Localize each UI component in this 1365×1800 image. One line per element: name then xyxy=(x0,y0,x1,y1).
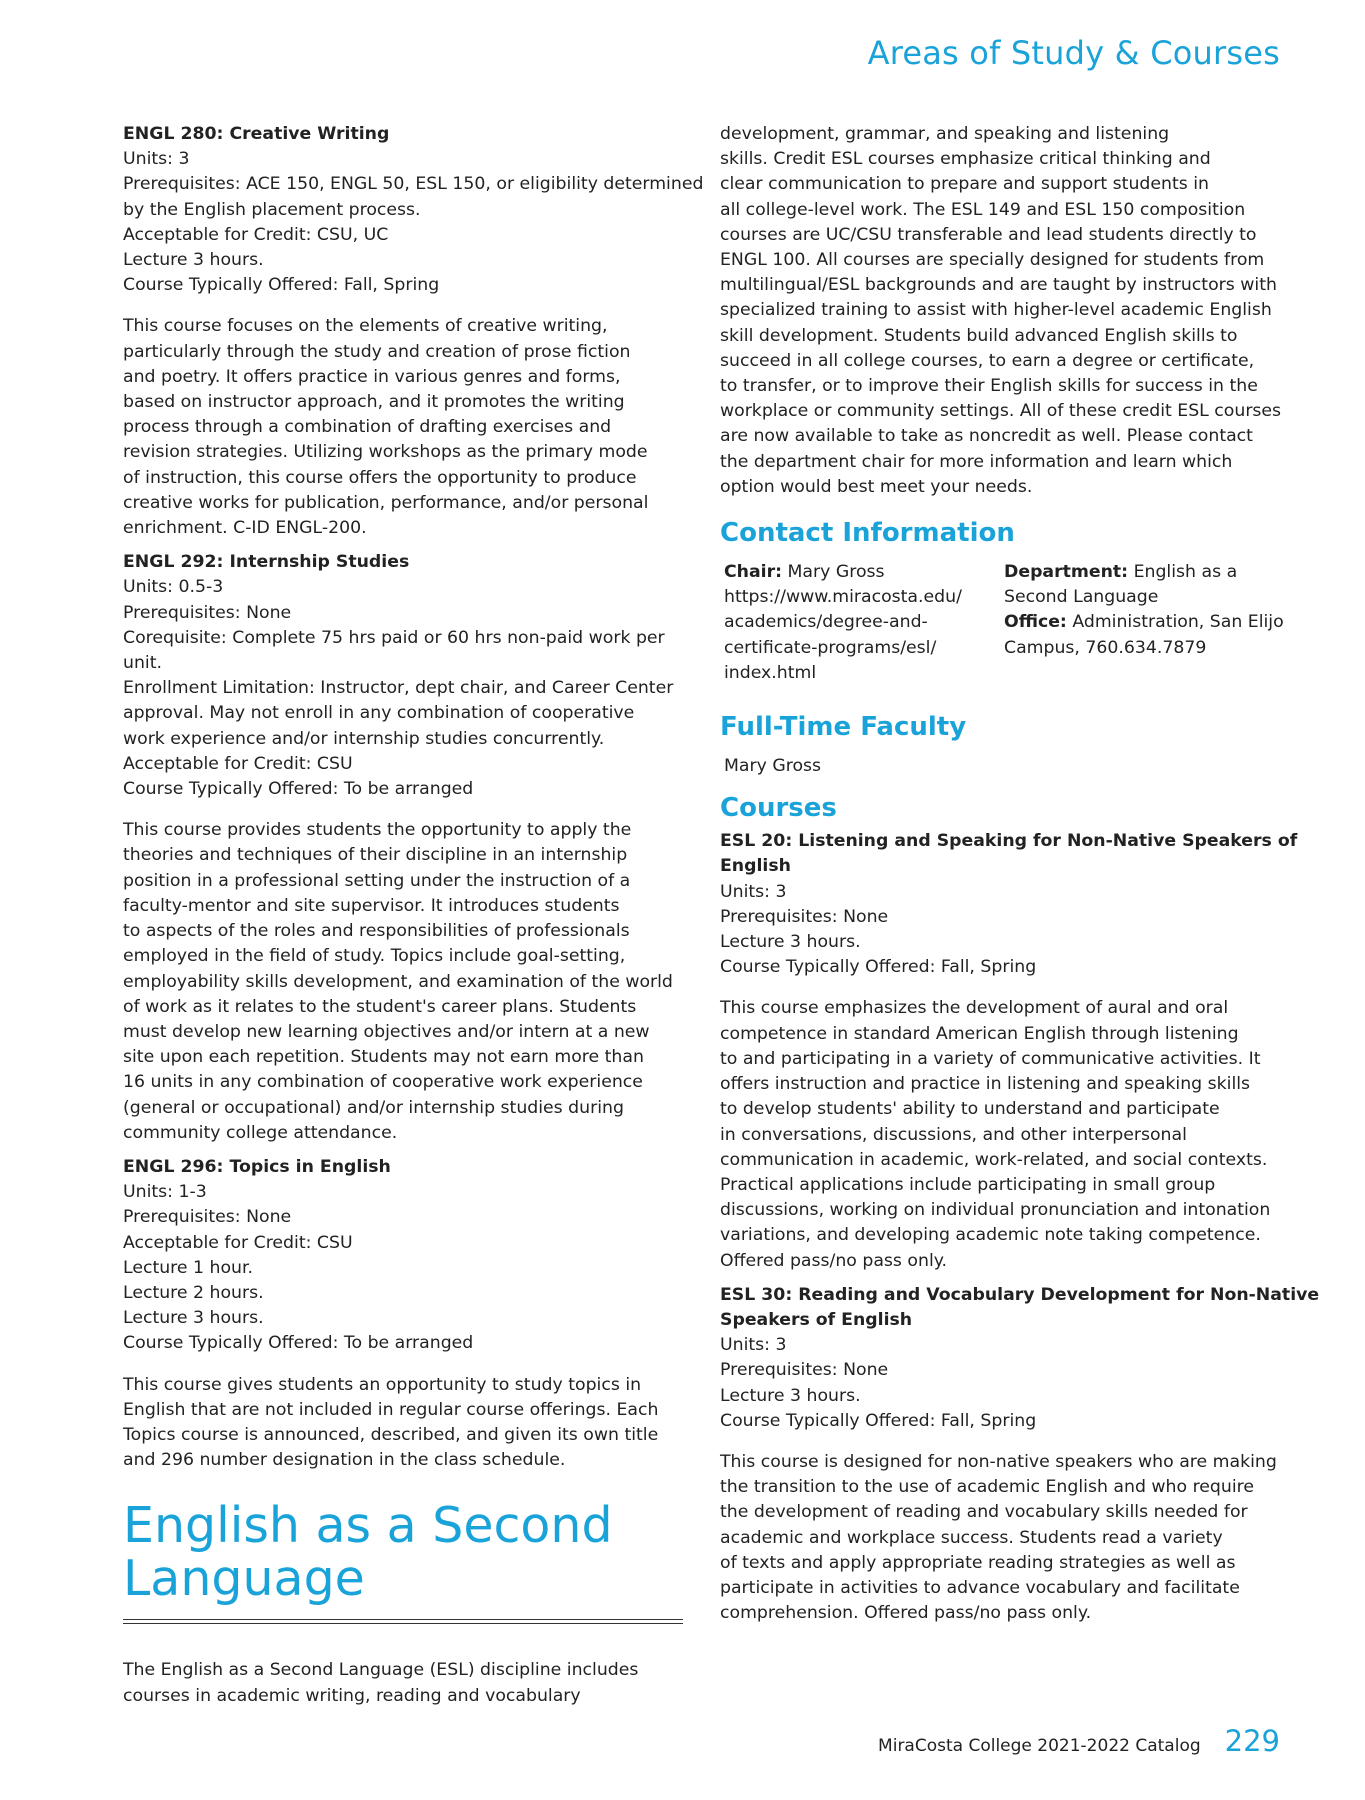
course-title: English xyxy=(720,856,791,877)
course-detail: Lecture 3 hours. xyxy=(720,932,861,953)
course-description xyxy=(123,818,683,1146)
description-line: faculty-mentor and site supervisor. It introduces students xyxy=(123,895,620,916)
chair-name: Mary Gross xyxy=(787,562,885,583)
intro-line: option would best meet your needs. xyxy=(720,476,1033,497)
department-value: Second Language xyxy=(1004,587,1159,608)
description-line: This course focuses on the elements of creative writing, xyxy=(123,316,608,337)
course-detail: Lecture 3 hours. xyxy=(123,1308,264,1329)
intro-line: courses in academic writing, reading and vocabulary xyxy=(123,1685,581,1706)
course-engl-296 xyxy=(123,1155,683,1357)
description-line: to and participating in a variety of communicative activities. It xyxy=(720,1048,1261,1069)
description-line: the transition to the use of academic English and who require xyxy=(720,1477,1255,1498)
title-line: English as a Second xyxy=(123,1497,613,1555)
description-line: of work as it relates to the student's career plans. Students xyxy=(123,996,637,1017)
course-detail: Units: 3 xyxy=(123,149,190,170)
course-detail: approval. May not enroll in any combination of cooperative xyxy=(123,703,635,724)
intro-line: The English as a Second Language (ESL) discipline includes xyxy=(123,1660,639,1681)
course-description xyxy=(123,314,683,541)
course-detail: Course Typically Offered: To be arranged xyxy=(123,1333,474,1354)
description-line: enrichment. C-ID ENGL-200. xyxy=(123,518,367,539)
intro-line: are now available to take as noncredit as well. Please contact xyxy=(720,426,1253,447)
description-line: 16 units in any combination of cooperative work experience xyxy=(123,1072,643,1093)
page-number: 229 xyxy=(1224,1724,1280,1758)
intro-line: workplace or community settings. All of these credit ESL courses xyxy=(720,401,1282,422)
description-line: This course gives students an opportunity to study topics in xyxy=(123,1374,642,1395)
course-detail: Lecture 1 hour. xyxy=(123,1257,254,1278)
contact-info xyxy=(724,560,1285,686)
description-line: revision strategies. Utilizing workshops as the primary mode xyxy=(123,442,648,463)
course-detail: Course Typically Offered: To be arranged xyxy=(123,779,474,800)
chair-label: Chair: xyxy=(724,562,783,583)
course-detail: Acceptable for Credit: CSU xyxy=(123,1232,353,1253)
course-detail: Course Typically Offered: Fall, Spring xyxy=(123,275,440,296)
description-line: of instruction, this course offers the opportunity to produce xyxy=(123,467,637,488)
description-line: of texts and apply appropriate reading strategies as well as xyxy=(720,1552,1236,1573)
course-title: ESL 30: Reading and Vocabulary Development for Non-Native xyxy=(720,1284,1320,1305)
course-engl-292 xyxy=(123,550,683,802)
description-line: comprehension. Offered pass/no pass only. xyxy=(720,1603,1092,1624)
intro-line: the department chair for more information and learn which xyxy=(720,451,1233,472)
course-detail: Acceptable for Credit: CSU, UC xyxy=(123,224,389,245)
course-detail: work experience and/or internship studies concurrently. xyxy=(123,728,605,749)
department-value: English as a xyxy=(1133,562,1238,583)
course-title: ENGL 292: Internship Studies xyxy=(123,552,410,573)
course-detail: Acceptable for Credit: CSU xyxy=(123,753,353,774)
description-line: Practical applications include participating in small group xyxy=(720,1174,1216,1195)
intro-line: to transfer, or to improve their English skills for success in the xyxy=(720,376,1258,397)
course-detail: Prerequisites: None xyxy=(123,1207,292,1228)
course-description xyxy=(720,996,1285,1273)
course-detail: Units: 1-3 xyxy=(123,1182,207,1203)
description-line: based on instructor approach, and it promotes the writing xyxy=(123,392,625,413)
course-title: ESL 20: Listening and Speaking for Non-Native Speakers of xyxy=(720,831,1298,852)
intro-line: succeed in all college courses, to earn a degree or certificate, xyxy=(720,350,1255,371)
course-detail: by the English placement process. xyxy=(123,199,421,220)
right-column xyxy=(720,122,1320,1626)
course-detail: Prerequisites: None xyxy=(123,602,292,623)
contact-department xyxy=(1004,560,1284,686)
course-description xyxy=(720,1450,1285,1626)
description-line: (general or occupational) and/or internship studies during xyxy=(123,1097,624,1118)
description-line: communication in academic, work-related, and social contexts. xyxy=(720,1149,1268,1170)
office-value: Campus, 760.634.7879 xyxy=(1004,637,1207,658)
description-line: in conversations, discussions, and other interpersonal xyxy=(720,1124,1187,1145)
description-line: This course provides students the opportunity to apply the xyxy=(123,820,632,841)
description-line: to develop students' ability to understand and participate xyxy=(720,1099,1220,1120)
course-detail: Units: 3 xyxy=(720,881,787,902)
course-esl-30 xyxy=(720,1283,1320,1434)
description-line: process through a combination of drafting exercises and xyxy=(123,417,612,438)
esl-section-title xyxy=(123,1497,683,1608)
office-value: Administration, San Elijo xyxy=(1072,612,1284,633)
course-detail: Lecture 2 hours. xyxy=(123,1282,264,1303)
course-engl-280 xyxy=(123,122,704,298)
department-url[interactable]: certificate-programs/esl/ xyxy=(724,637,937,658)
contact-heading: Contact Information xyxy=(720,518,1015,549)
description-line: discussions, working on individual pronunciation and intonation xyxy=(720,1200,1271,1221)
description-line: and poetry. It offers practice in various genres and forms, xyxy=(123,366,621,387)
description-line: creative works for publication, performance, and/or personal xyxy=(123,492,649,513)
description-line: the development of reading and vocabulary skills needed for xyxy=(720,1502,1248,1523)
catalog-name: MiraCosta College 2021-2022 Catalog xyxy=(878,1736,1201,1756)
description-line: Topics course is announced, described, and given its own title xyxy=(123,1424,659,1445)
description-line: offers instruction and practice in listening and speaking skills xyxy=(720,1074,1251,1095)
course-detail: Units: 3 xyxy=(720,1335,787,1356)
course-detail: Prerequisites: None xyxy=(720,1360,889,1381)
esl-intro-continued xyxy=(720,122,1285,500)
course-title: Speakers of English xyxy=(720,1309,913,1330)
esl-intro xyxy=(123,1658,683,1708)
description-line: This course is designed for non-native speakers who are making xyxy=(720,1451,1277,1472)
description-line: to aspects of the roles and responsibilities of professionals xyxy=(123,921,630,942)
intro-line: courses are UC/CSU transferable and lead students directly to xyxy=(720,224,1257,245)
description-line: theories and techniques of their discipline in an internship xyxy=(123,845,628,866)
faculty-heading: Full-Time Faculty xyxy=(720,712,967,743)
intro-line: specialized training to assist with higher-level academic English xyxy=(720,300,1272,321)
intro-line: skill development. Students build advanced English skills to xyxy=(720,325,1238,346)
left-column xyxy=(123,122,704,1709)
page-footer xyxy=(878,1724,1280,1758)
course-detail: Course Typically Offered: Fall, Spring xyxy=(720,1410,1037,1431)
intro-line: skills. Credit ESL courses emphasize critical thinking and xyxy=(720,149,1211,170)
course-description xyxy=(123,1373,683,1474)
course-esl-20 xyxy=(720,829,1298,980)
faculty-name: Mary Gross xyxy=(724,756,822,777)
title-line: Language xyxy=(123,1550,365,1608)
description-line: position in a professional setting under the instruction of a xyxy=(123,870,631,891)
description-line: English that are not included in regular course offerings. Each xyxy=(123,1399,659,1420)
courses-heading: Courses xyxy=(720,793,837,824)
department-url[interactable]: index.html xyxy=(724,662,817,683)
page-section-title: Areas of Study & Courses xyxy=(867,34,1280,72)
course-title: ENGL 296: Topics in English xyxy=(123,1156,391,1177)
course-detail: Enrollment Limitation: Instructor, dept chair, and Career Center xyxy=(123,678,674,699)
description-line: competence in standard American English through listening xyxy=(720,1023,1239,1044)
course-detail: Lecture 3 hours. xyxy=(123,250,264,271)
course-title: ENGL 280: Creative Writing xyxy=(123,124,390,144)
description-line: site upon each repetition. Students may not earn more than xyxy=(123,1047,644,1068)
course-detail: Prerequisites: None xyxy=(720,906,889,927)
intro-line: ENGL 100. All courses are specially designed for students from xyxy=(720,250,1265,271)
description-line: Offered pass/no pass only. xyxy=(720,1250,948,1271)
department-label: Department: xyxy=(1004,562,1129,583)
description-line: particularly through the study and creation of prose fiction xyxy=(123,341,631,362)
description-line: employability skills development, and examination of the world xyxy=(123,971,673,992)
intro-line: all college-level work. The ESL 149 and ESL 150 composition xyxy=(720,199,1246,220)
intro-line: clear communication to prepare and support students in xyxy=(720,174,1209,195)
contact-chair xyxy=(724,560,1004,686)
description-line: and 296 number designation in the class schedule. xyxy=(123,1450,566,1471)
course-detail: Corequisite: Complete 75 hrs paid or 60 hrs non-paid work per xyxy=(123,627,665,648)
description-line: This course emphasizes the development of aural and oral xyxy=(720,998,1229,1019)
intro-line: multilingual/ESL backgrounds and are taught by instructors with xyxy=(720,275,1277,296)
intro-line: development, grammar, and speaking and listening xyxy=(720,124,1170,144)
department-url[interactable]: academics/degree-and- xyxy=(724,612,928,633)
description-line: participate in activities to advance vocabulary and facilitate xyxy=(720,1577,1240,1598)
description-line: academic and workplace success. Students read a variety xyxy=(720,1527,1223,1548)
description-line: employed in the field of study. Topics include goal-setting, xyxy=(123,946,626,967)
course-detail: Units: 0.5-3 xyxy=(123,577,224,598)
description-line: must develop new learning objectives and/or intern at a new xyxy=(123,1021,650,1042)
description-line: community college attendance. xyxy=(123,1122,398,1143)
course-detail: Prerequisites: ACE 150, ENGL 50, ESL 150, or eligibility determined xyxy=(123,174,704,195)
description-line: variations, and developing academic note taking competence. xyxy=(720,1225,1261,1246)
office-label: Office: xyxy=(1004,612,1067,633)
department-url[interactable]: https://www.miracosta.edu/ xyxy=(724,587,962,608)
course-detail: Lecture 3 hours. xyxy=(720,1385,861,1406)
course-detail: unit. xyxy=(123,653,162,674)
section-divider xyxy=(123,1619,683,1624)
course-detail: Course Typically Offered: Fall, Spring xyxy=(720,957,1037,978)
